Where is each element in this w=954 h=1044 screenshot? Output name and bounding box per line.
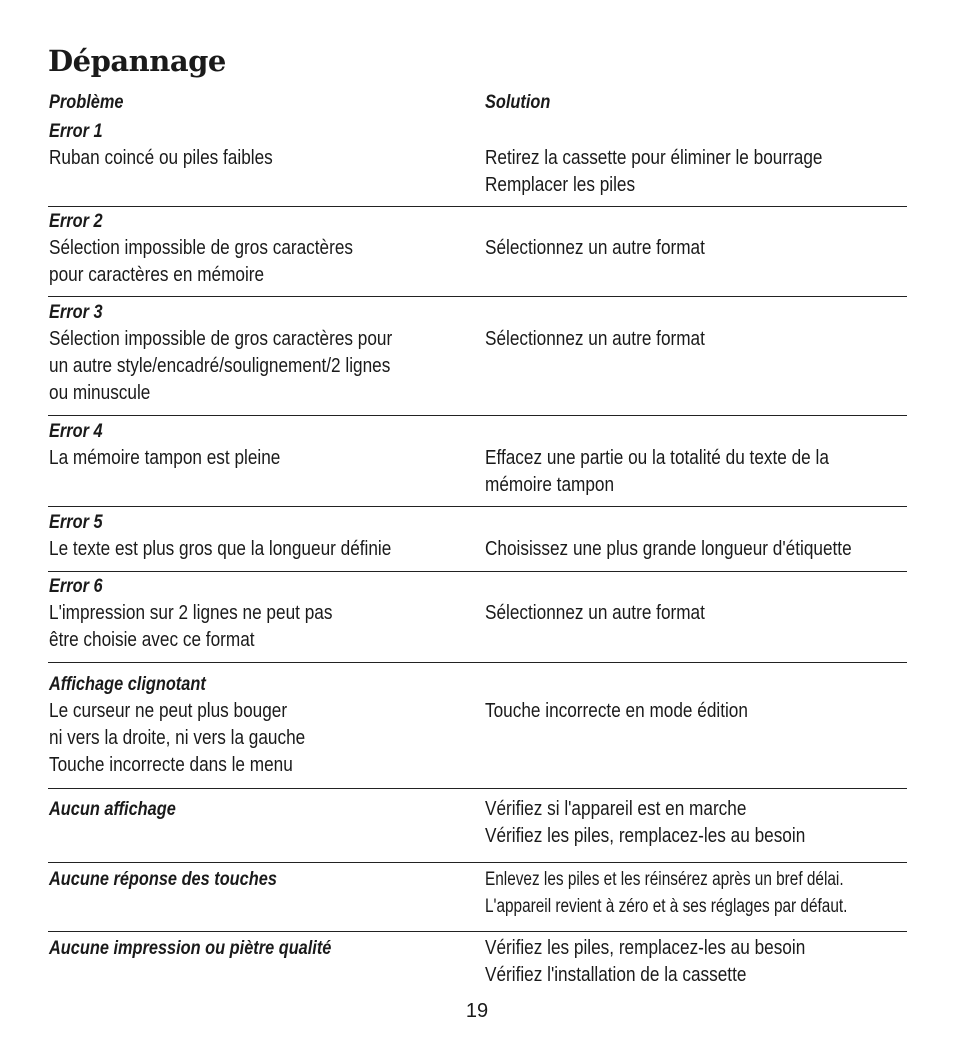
- solution-line: Choisissez une plus grande longueur d'étiquette: [485, 538, 852, 560]
- row-divider: [48, 788, 907, 789]
- solution-cell: [485, 326, 705, 353]
- solution-line: Vérifiez les piles, remplacez-les au besoin: [485, 825, 806, 847]
- problem-cell: [49, 671, 305, 779]
- problem-heading: Error 4: [49, 421, 103, 442]
- problem-heading: Aucune réponse des touches: [49, 869, 277, 890]
- solution-cell: [485, 145, 822, 199]
- problem-line: Le curseur ne peut plus bouger: [49, 700, 288, 722]
- problem-heading: Aucun affichage: [49, 799, 176, 820]
- solution-line: Vérifiez si l'appareil est en marche: [485, 798, 747, 820]
- page-number: 19: [465, 1000, 489, 1022]
- solution-line: Sélectionnez un autre format: [485, 237, 705, 259]
- problem-cell: [49, 299, 392, 407]
- problem-heading: Affichage clignotant: [49, 674, 206, 695]
- problem-line: ni vers la droite, ni vers la gauche: [49, 727, 306, 749]
- solution-cell: [485, 600, 705, 627]
- solution-line: Sélectionnez un autre format: [485, 602, 705, 624]
- problem-cell: [49, 509, 391, 563]
- problem-cell: [49, 866, 277, 893]
- solution-cell: [485, 796, 805, 850]
- solution-line: Vérifiez les piles, remplacez-les au besoin: [485, 937, 806, 959]
- row-divider: [48, 206, 907, 207]
- solution-line: Retirez la cassette pour éliminer le bourrage: [485, 147, 823, 169]
- row-divider: [48, 506, 907, 507]
- problem-line: Sélection impossible de gros caractères pour: [49, 328, 393, 350]
- row-divider: [48, 662, 907, 663]
- solution-line: Remplacer les piles: [485, 174, 636, 196]
- solution-cell: [485, 935, 805, 989]
- solution-line: Touche incorrecte en mode édition: [485, 700, 748, 722]
- problem-heading: Error 6: [49, 576, 103, 597]
- problem-heading: Aucune impression ou piètre qualité: [49, 938, 332, 959]
- row-divider: [48, 571, 907, 572]
- solution-cell: [485, 866, 871, 920]
- problem-cell: [49, 796, 176, 823]
- problem-cell: [49, 118, 273, 172]
- solution-line: L'appareil revient à zéro et à ses réglages par défaut.: [485, 896, 848, 917]
- solution-cell: [485, 536, 852, 563]
- problem-line: pour caractères en mémoire: [49, 264, 265, 286]
- problem-line: être choisie avec ce format: [49, 629, 255, 651]
- row-divider: [48, 415, 907, 416]
- solution-column-header: Solution: [485, 92, 551, 113]
- solution-cell: [485, 445, 829, 499]
- problem-heading: Error 3: [49, 302, 103, 323]
- problem-line: un autre style/encadré/soulignement/2 lignes: [49, 355, 391, 377]
- row-divider: [48, 296, 907, 297]
- row-divider: [48, 931, 907, 932]
- problem-line: L'impression sur 2 lignes ne peut pas: [49, 602, 333, 624]
- solution-line: mémoire tampon: [485, 474, 615, 496]
- problem-heading: Error 5: [49, 512, 103, 533]
- problem-heading: Error 2: [49, 211, 103, 232]
- solution-line: Vérifiez l'installation de la cassette: [485, 964, 747, 986]
- problem-cell: [49, 573, 332, 654]
- problem-line: Le texte est plus gros que la longueur définie: [49, 538, 392, 560]
- problem-cell: [49, 418, 280, 472]
- problem-line: ou minuscule: [49, 382, 151, 404]
- problem-line: Ruban coincé ou piles faibles: [49, 147, 273, 169]
- page-title: Dépannage: [48, 44, 226, 78]
- problem-heading: Error 1: [49, 121, 103, 142]
- problem-cell: [49, 208, 353, 289]
- solution-cell: [485, 698, 748, 725]
- solution-line: Effacez une partie ou la totalité du texte de la: [485, 447, 829, 469]
- problem-column-header: Problème: [49, 92, 124, 113]
- solution-cell: [485, 235, 705, 262]
- row-divider: [48, 862, 907, 863]
- problem-line: Sélection impossible de gros caractères: [49, 237, 354, 259]
- problem-line: Touche incorrecte dans le menu: [49, 754, 293, 776]
- problem-line: La mémoire tampon est pleine: [49, 447, 281, 469]
- solution-line: Sélectionnez un autre format: [485, 328, 705, 350]
- solution-line: Enlevez les piles et les réinsérez après un bref délai.: [485, 869, 844, 890]
- problem-cell: [49, 935, 331, 962]
